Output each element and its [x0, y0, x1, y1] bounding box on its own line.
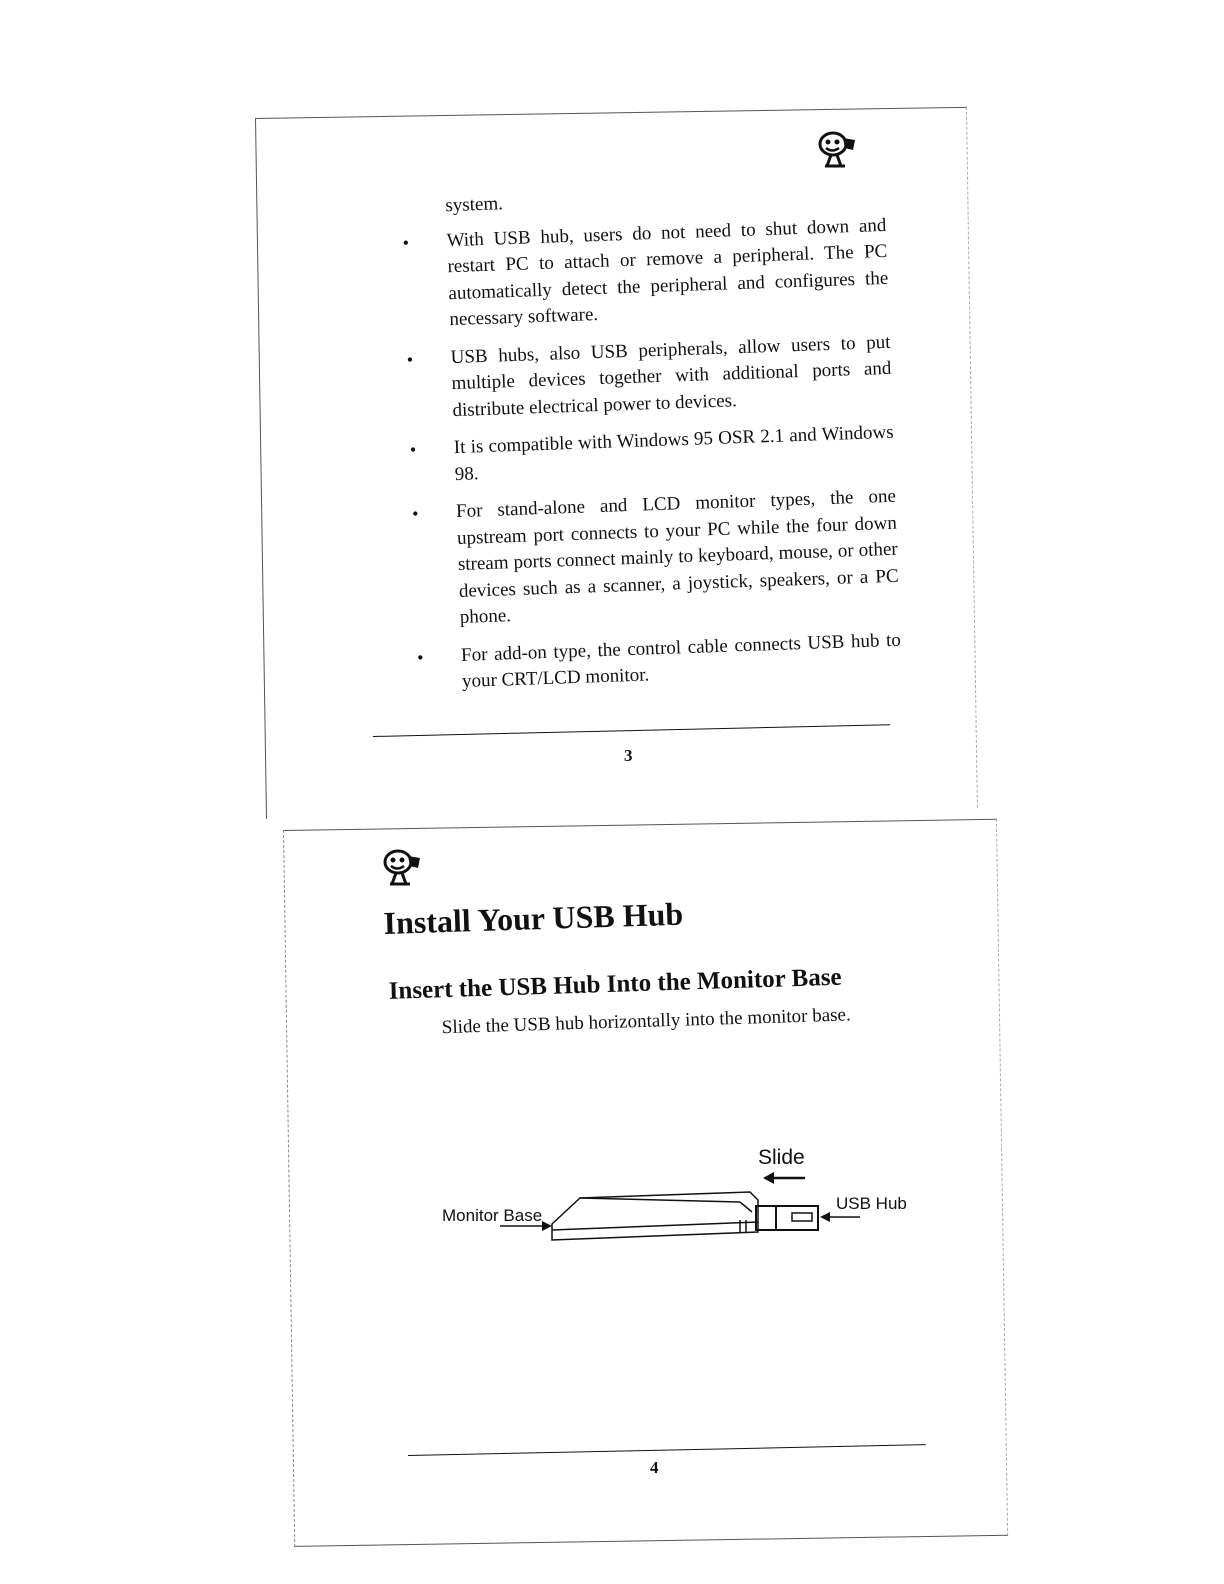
list-item-text: For stand-alone and LCD monitor types, the one upstream port connects to your PC while the four down stream ports connect mainly to keyboard, mouse, or other devices such as a scanner, a joystick, speakers, or a PC phone.: [455, 485, 899, 628]
usb-hub-diagram: [440, 1140, 920, 1250]
list-item-text: For add-on type, the control cable connects USB hub to your CRT/LCD monitor.: [460, 629, 902, 692]
instruction-paragraph: Slide the USB hub horizontally into the monitor base.: [441, 1004, 851, 1039]
bullet-icon: •: [416, 646, 424, 668]
list-item: [406, 484, 900, 634]
page-title: Install Your USB Hub: [383, 895, 684, 941]
list-item: [411, 627, 903, 697]
page-number: 4: [650, 1458, 659, 1477]
bullet-icon: •: [409, 439, 417, 460]
top-page-body: [395, 178, 903, 708]
slide-arrow-icon: [763, 1172, 805, 1184]
continuation-text: system.: [445, 193, 504, 217]
list-item-text: It is compatible with Windows 95 OSR 2.1 and Windows 98.: [453, 421, 894, 485]
page-number: 3: [624, 746, 633, 765]
slide-label: Slide: [758, 1146, 805, 1169]
mascot-icon: [815, 128, 859, 172]
list-item: [403, 420, 895, 490]
monitor-base-shape: [552, 1192, 758, 1240]
feature-list: [396, 212, 902, 697]
list-item: [400, 329, 892, 426]
list-item: [396, 212, 889, 335]
usb-hub-shape: [756, 1206, 818, 1230]
bullet-icon: •: [402, 232, 410, 253]
usb-hub-label: USB Hub: [836, 1194, 907, 1213]
bullet-icon: •: [411, 503, 419, 524]
mascot-icon: [380, 846, 424, 890]
list-item-text: With USB hub, users do not need to shut down and restart PC to attach or remove a peripheral. The PC automatically detect the peripheral and configures the necessary software.: [446, 214, 889, 331]
list-item-text: USB hubs, also USB peripherals, allow users to put multiple devices together with additional ports and distribute electrical power to devices.: [450, 331, 892, 421]
monitor-base-label: Monitor Base: [442, 1206, 543, 1225]
bullet-icon: •: [406, 348, 414, 370]
bottom-page-body: [383, 888, 917, 1044]
section-heading: Insert the USB Hub Into the Monitor Base: [388, 963, 842, 1005]
